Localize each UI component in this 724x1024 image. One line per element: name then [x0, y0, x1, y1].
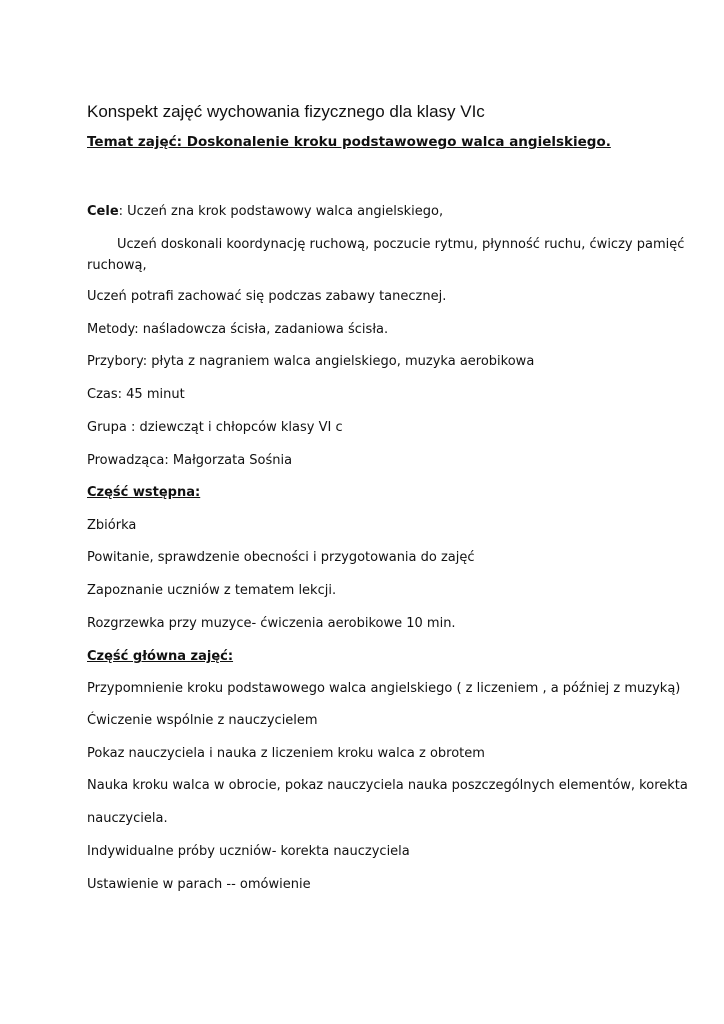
main-item: Pokaz nauczyciela i nauka z liczeniem kroku walca z obrotem [87, 746, 485, 761]
intro-item: Zapoznanie uczniów z tematem lekcji. [87, 583, 337, 598]
goal-2-line-2: ruchową, [87, 258, 147, 273]
main-item: Ćwiczenie wspólnie z nauczycielem [87, 713, 318, 728]
main-item: Przypomnienie kroku podstawowego walca angielskiego ( z liczeniem , a później z muzyką) [87, 681, 681, 696]
methods: Metody: naśladowcza ścisła, zadaniowa ścisła. [87, 322, 389, 337]
goals-line [87, 203, 443, 221]
main-item: Ustawienie w parach -- omówienie [87, 877, 311, 892]
lesson-topic: Temat zajęć: Doskonalenie kroku podstawowego walca angielskiego. [87, 134, 611, 150]
intro-item: Rozgrzewka przy muzyce- ćwiczenia aerobikowe 10 min. [87, 616, 456, 631]
main-section-heading: Część główna zajęć: [87, 649, 234, 664]
goal-3: Uczeń potrafi zachować się podczas zabawy tanecznej. [87, 289, 447, 304]
goal-2-line-1: Uczeń doskonali koordynację ruchową, poczucie rytmu, płynność ruchu, ćwiczy pamięć [117, 237, 685, 252]
goals-label: Cele [87, 204, 119, 219]
main-item: Indywidualne próby uczniów- korekta nauczyciela [87, 844, 410, 859]
intro-item: Powitanie, sprawdzenie obecności i przygotowania do zajęć [87, 550, 475, 565]
goal-1: : Uczeń zna krok podstawowy walca angielskiego, [118, 204, 444, 219]
main-item: Nauka kroku walca w obrocie, pokaz nauczyciela nauka poszczególnych elementów, korekta [87, 778, 688, 793]
equipment: Przybory: płyta z nagraniem walca angielskiego, muzyka aerobikowa [87, 354, 535, 369]
main-item: nauczyciela. [87, 811, 168, 826]
teacher: Prowadząca: Małgorzata Sośnia [87, 453, 293, 468]
duration: Czas: 45 minut [87, 387, 185, 402]
intro-section-heading: Część wstępna: [87, 485, 201, 500]
group: Grupa : dziewcząt i chłopców klasy VI c [87, 420, 343, 435]
document-title: Konspekt zajęć wychowania fizycznego dla klasy VIc [87, 102, 485, 121]
intro-item: Zbiórka [87, 518, 137, 533]
